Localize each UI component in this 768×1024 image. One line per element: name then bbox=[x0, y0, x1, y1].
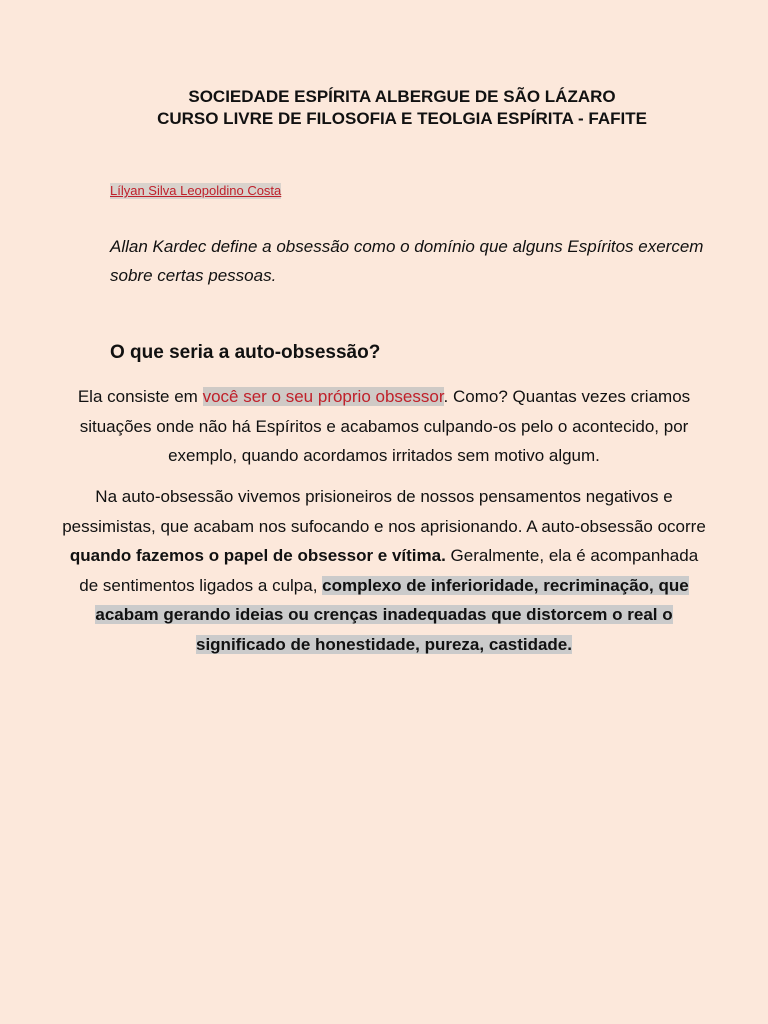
header-line-1: SOCIEDADE ESPÍRITA ALBERGUE DE SÃO LÁZARO bbox=[188, 87, 616, 106]
kardec-quote: Allan Kardec define a obsessão como o domínio que alguns Espíritos exercem sobre certas pessoas. bbox=[110, 237, 704, 285]
header-line-2: CURSO LIVRE DE FILOSOFIA E TEOLGIA ESPÍRITA - FAFITE bbox=[157, 109, 647, 128]
section-heading: O que seria a auto-obsessão? bbox=[110, 342, 381, 363]
paragraph-1-text-start: Ela consiste em bbox=[77, 387, 203, 406]
paragraph-2-text-start: Na auto-obsessão vivemos prisioneiros de nossos pensamentos negativos e pessimistas, que acabam nos sufocando e nos aprisionando. A auto-obsessão ocorre bbox=[62, 487, 706, 536]
paragraph-1-text-end: . Como? Quantas vezes criamos situações onde não há Espíritos e acabamos culpando-os pelo o acontecido, por exemplo, quando acordamos irritados sem motivo algum. bbox=[79, 387, 691, 465]
paragraph-2-text-middle: Geralmente, ela é acompanhada de sentimentos ligados a culpa, bbox=[79, 546, 699, 595]
author-link[interactable]: Lílyan Silva Leopoldino Costa bbox=[110, 183, 282, 198]
paragraph-2-highlight: complexo de inferioridade, recriminação, que acabam gerando ideias ou crenças inadequadas que distorcem o real o significado de honestidade, pureza, castidade. bbox=[95, 575, 689, 654]
paragraph-2-bold: quando fazemos o papel de obsessor e vítima. bbox=[69, 546, 446, 565]
paragraph-2 bbox=[60, 482, 708, 659]
document-header bbox=[0, 86, 768, 130]
paragraph-1 bbox=[60, 382, 708, 471]
paragraph-1-highlight: você ser o seu próprio obsessor bbox=[202, 387, 444, 406]
